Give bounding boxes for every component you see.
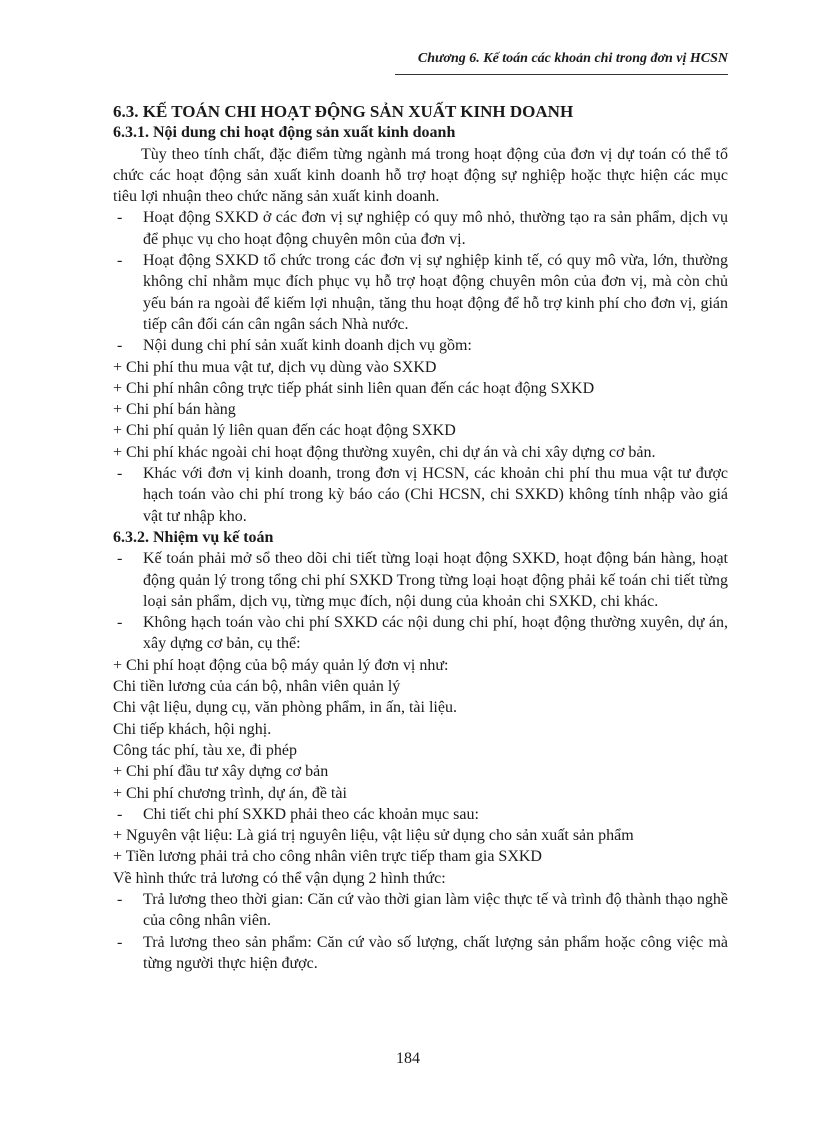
subsection-title-6-3-1: 6.3.1. Nội dung chi hoạt động sản xuất kinh doanh	[113, 124, 456, 142]
list-line: + Chi phí đầu tư xây dựng cơ bản	[113, 763, 329, 781]
bullet-item: - Hoạt động SXKD tổ chức trong các đơn vị sự nghiệp kinh tế, có quy mô vừa, lớn, thường không chỉ nhằm mục đích phục vụ hỗ trợ hoạt động chuyên môn của đơn vị, mà còn chủ yếu bán ra ngoài để kiếm lợi nhuận, tăng thu hoạt động để hỗ trợ kinh phí cho đơn vị, gián tiếp cân đối cán cân ngân sách Nhà nước.	[117, 252, 728, 333]
bullet-item: - Hoạt động SXKD ở các đơn vị sự nghiệp có quy mô nhỏ, thường tạo ra sản phẩm, dịch vụ để phục vụ cho hoạt động chuyên môn của đơn vị.	[117, 209, 728, 248]
bullet-item: - Chi tiết chi phí SXKD phải theo các khoản mục sau:	[117, 805, 479, 823]
bullet-item: - Nội dung chi phí sản xuất kinh doanh dịch vụ gồm:	[117, 337, 472, 355]
cost-item: + Chi phí thu mua vật tư, dịch vụ dùng vào SXKD	[113, 358, 437, 376]
page-number: 184	[396, 1050, 420, 1067]
list-line: + Nguyên vật liệu: Là giá trị nguyên liệu, vật liệu sử dụng cho sản xuất sản phẩm	[113, 827, 634, 845]
intro-paragraph: Tùy theo tính chất, đặc điểm từng ngành má trong hoạt động của đơn vị dự toán có thể tổ chức các hoạt động sản xuất kinh doanh hỗ trợ hoạt động sự nghiệp hoặc thực hiện các mục tiêu lợi nhuận theo chức năng sản xuất kinh doanh.	[113, 145, 728, 206]
list-line: Chi tiếp khách, hội nghị.	[113, 720, 272, 738]
list-line: + Chi phí hoạt động của bộ máy quản lý đơn vị như:	[113, 656, 449, 674]
bullet-item: - Trả lương theo sản phẩm: Căn cứ vào số lượng, chất lượng sản phẩm hoặc công việc mà từng người thực hiện được.	[117, 933, 728, 972]
section-title: 6.3. KẾ TOÁN CHI HOẠT ĐỘNG SẢN XUẤT KINH DOANH	[113, 102, 574, 121]
cost-item: + Chi phí nhân công trực tiếp phát sinh liên quan đến các hoạt động SXKD	[113, 379, 595, 397]
bullet-item: - Trả lương theo thời gian: Căn cứ vào thời gian làm việc thực tế và trình độ thành thạo nghề của công nhân viên.	[117, 890, 728, 930]
cost-item: + Chi phí bán hàng	[113, 401, 236, 419]
subsection-title-6-3-2: 6.3.2. Nhiệm vụ kế toán	[113, 528, 274, 546]
list-line: Chi tiền lương của cán bộ, nhân viên quản lý	[113, 678, 401, 696]
page-body	[113, 101, 728, 974]
list-line: + Chi phí chương trình, dự án, đề tài	[113, 784, 347, 802]
list-line: Chi vật liệu, dụng cụ, văn phòng phẩm, in ấn, tài liệu.	[113, 699, 457, 717]
cost-item: + Chi phí quản lý liên quan đến các hoạt động SXKD	[113, 422, 456, 440]
cost-item: + Chi phí khác ngoài chi hoạt động thường xuyên, chi dự án và chi xây dựng cơ bản.	[113, 443, 656, 461]
bullet-item: - Khác với đơn vị kinh doanh, trong đơn vị HCSN, các khoản chi phí thu mua vật tư được hạch toán vào chi phí trong kỳ báo cáo (Chi HCSN, chi SXKD) không tính nhập vào giá vật tư nhập kho.	[117, 465, 728, 525]
bullet-item: - Kế toán phải mở sổ theo dõi chi tiết từng loại hoạt động SXKD, hoạt động bán hàng, hoạt động quản lý trong tổng chi phí SXKD Trong từng loại hoạt động phải kế toán chi tiết từng loại sản phẩm, dịch vụ, từng mục đích, nội dung của khoản chi SXKD, chi khác.	[117, 550, 728, 610]
list-line: Công tác phí, tàu xe, đi phép	[113, 741, 297, 759]
running-header: Chương 6. Kế toán các khoản chi trong đơn vị HCSN	[417, 51, 728, 66]
list-line: + Tiền lương phải trả cho công nhân viên trực tiếp tham gia SXKD	[113, 848, 542, 866]
list-line: Về hình thức trả lương có thể vận dụng 2 hình thức:	[113, 869, 446, 887]
header-rule	[395, 74, 728, 75]
bullet-item: - Không hạch toán vào chi phí SXKD các nội dung chi phí, hoạt động thường xuyên, dự án, xây dựng cơ bản, cụ thể:	[117, 614, 728, 653]
